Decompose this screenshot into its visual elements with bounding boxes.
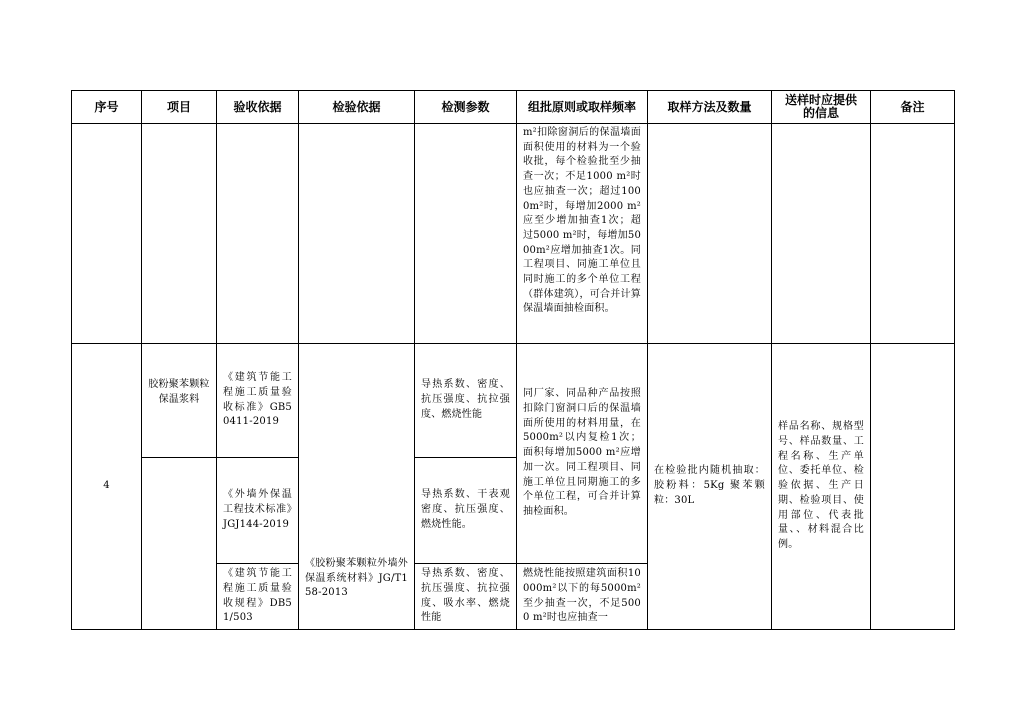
- cell-empty: [142, 124, 217, 344]
- inspection-table: [71, 90, 955, 630]
- cell-test-basis: 《胶粉聚苯颗粒外墙外保温系统材料》JG/T158-2013: [299, 344, 415, 630]
- cell-info: 样品名称、规格型号、样品数量、工程名称、生产单位、委托单位、检验依据、生产日期、检验项目、使用部位、代表批量、、材料混合比例。: [772, 344, 871, 630]
- cell-batch-continuation: m²扣除窗洞后的保温墙面面积使用的材料为一个验收批，每个检验批至少抽查一次；不足1000 m²时也应抽查一次；超过1000m²时，每增加2000 m²应至少增加抽查1次；超过5000 m²时，每增加5000m²应增加抽查1次。同工程项目、同施工单位且同时施工的多个单位工程（群体建筑），可合并计算保温墙面抽检面积。: [517, 124, 648, 344]
- cell-batch-principle: 同厂家、同品种产品按照扣除门窗洞口后的保温墙面所使用的材料用量，在5000m²以内复检1次；面积每增加5000 m²应增加一次。同工程项目、同施工单位且同期施工的多个单位工程，可合并计算抽检面积。: [517, 344, 648, 564]
- header-info: [772, 91, 871, 124]
- cell-empty: [871, 124, 955, 344]
- header-info-line2: 的信息: [802, 106, 839, 120]
- continuation-row: [72, 124, 955, 344]
- header-params: 检测参数: [415, 91, 517, 124]
- header-info-line1: 送样时应提供: [784, 93, 857, 107]
- table-row: [72, 344, 955, 458]
- header-seq: 序号: [72, 91, 142, 124]
- cell-acceptance-basis: 《建筑节能工程施工质量验收规程》DB51/503: [217, 564, 299, 630]
- cell-seq: 4: [72, 344, 142, 630]
- cell-acceptance-basis: 《建筑节能工程施工质量验收标准》GB50411-2019: [217, 344, 299, 458]
- cell-sampling: 在检验批内随机抽取：胶粉料：5Kg 聚苯颗粒：30L: [648, 344, 772, 630]
- header-item: 项目: [142, 91, 217, 124]
- header-acceptance-basis: 验收依据: [217, 91, 299, 124]
- cell-empty: [217, 124, 299, 344]
- cell-empty: [415, 124, 517, 344]
- header-sampling: 取样方法及数量: [648, 91, 772, 124]
- cell-acceptance-basis: 《外墙外保温工程技术标准》JGJ144-2019: [217, 458, 299, 564]
- cell-batch-principle: 燃烧性能按照建筑面积10000m²以下的每5000m²至少抽查一次，不足5000 m²时也应抽查一: [517, 564, 648, 630]
- cell-params: 导热系数、干表观密度、抗压强度、燃烧性能。: [415, 458, 517, 564]
- header-remark: 备注: [871, 91, 955, 124]
- cell-item: 胶粉聚苯颗粒保温浆料: [142, 344, 217, 458]
- header-test-basis: 检验依据: [299, 91, 415, 124]
- header-batch-principle: 组批原则或取样频率: [517, 91, 648, 124]
- cell-params: 导热系数、密度、抗压强度、抗拉强度、燃烧性能: [415, 344, 517, 458]
- cell-empty: [299, 124, 415, 344]
- cell-empty: [72, 124, 142, 344]
- cell-empty: [648, 124, 772, 344]
- cell-remark: [871, 344, 955, 630]
- cell-params: 导热系数、密度、抗压强度、抗拉强度、吸水率、燃烧性能: [415, 564, 517, 630]
- header-row: [72, 91, 955, 124]
- cell-empty: [142, 458, 217, 630]
- cell-empty: [772, 124, 871, 344]
